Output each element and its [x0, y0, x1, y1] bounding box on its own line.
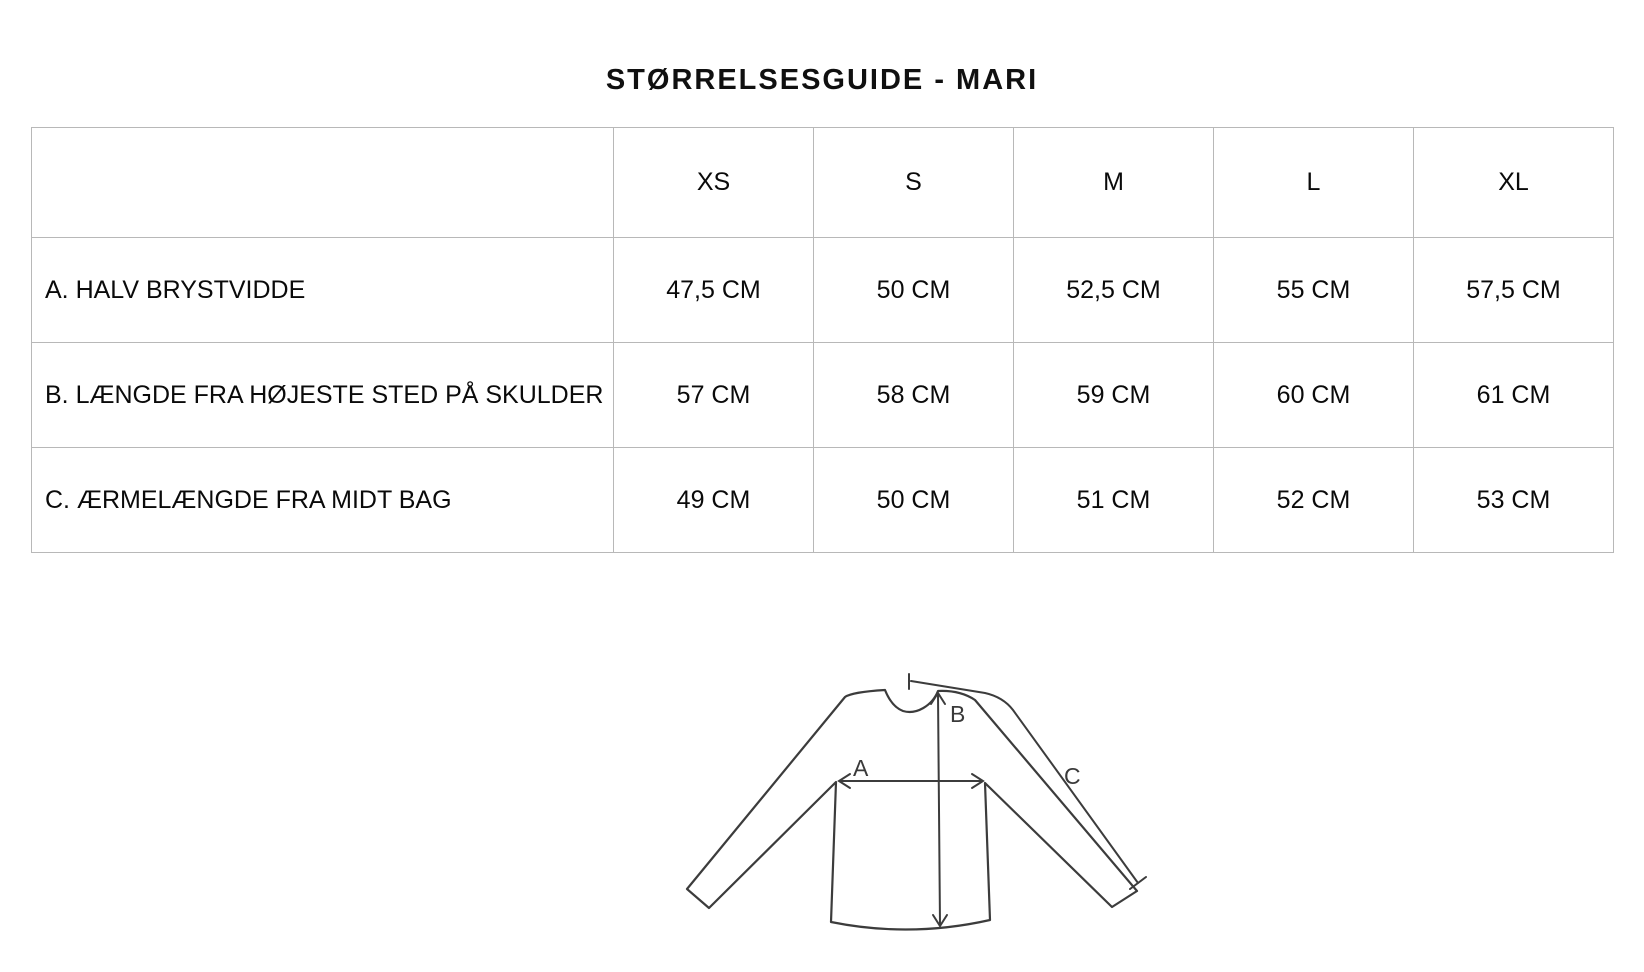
table-corner-cell [32, 128, 614, 238]
size-column-header: S [814, 128, 1014, 238]
measurement-value: 61 CM [1414, 343, 1614, 448]
measurement-label: B. LÆNGDE FRA HØJESTE STED PÅ SKULDER [32, 343, 614, 448]
table-row [32, 343, 1614, 448]
measurement-value: 57 CM [614, 343, 814, 448]
measurement-label: C. ÆRMELÆNGDE FRA MIDT BAG [32, 448, 614, 553]
size-column-header: M [1014, 128, 1214, 238]
measure-b-arrow [931, 693, 947, 926]
measurement-label: A. HALV BRYSTVIDDE [32, 238, 614, 343]
measurement-value: 50 CM [814, 238, 1014, 343]
garment-measurement-diagram [600, 612, 1180, 962]
measurement-value: 51 CM [1014, 448, 1214, 553]
measurement-value: 52,5 CM [1014, 238, 1214, 343]
garment-diagram-svg [600, 612, 1180, 962]
measurement-value: 53 CM [1414, 448, 1614, 553]
size-table-body [32, 238, 1614, 553]
size-column-header: L [1214, 128, 1414, 238]
size-column-header: XL [1414, 128, 1614, 238]
measurement-value: 52 CM [1214, 448, 1414, 553]
size-column-header: XS [614, 128, 814, 238]
table-row [32, 448, 1614, 553]
label-c: C [1064, 763, 1081, 789]
page-title: STØRRELSESGUIDE - MARI [605, 64, 1039, 96]
measurement-value: 50 CM [814, 448, 1014, 553]
measurement-value: 58 CM [814, 343, 1014, 448]
table-row [32, 238, 1614, 343]
size-table-header-row [32, 128, 1614, 238]
label-b: B [950, 701, 966, 727]
measurement-value: 49 CM [614, 448, 814, 553]
measurement-value: 59 CM [1014, 343, 1214, 448]
measurement-value: 55 CM [1214, 238, 1414, 343]
label-a: A [853, 755, 869, 781]
measurement-value: 60 CM [1214, 343, 1414, 448]
measurement-value: 57,5 CM [1414, 238, 1614, 343]
measurement-value: 47,5 CM [614, 238, 814, 343]
size-guide-table [31, 127, 1614, 553]
garment-outline [687, 690, 1137, 930]
